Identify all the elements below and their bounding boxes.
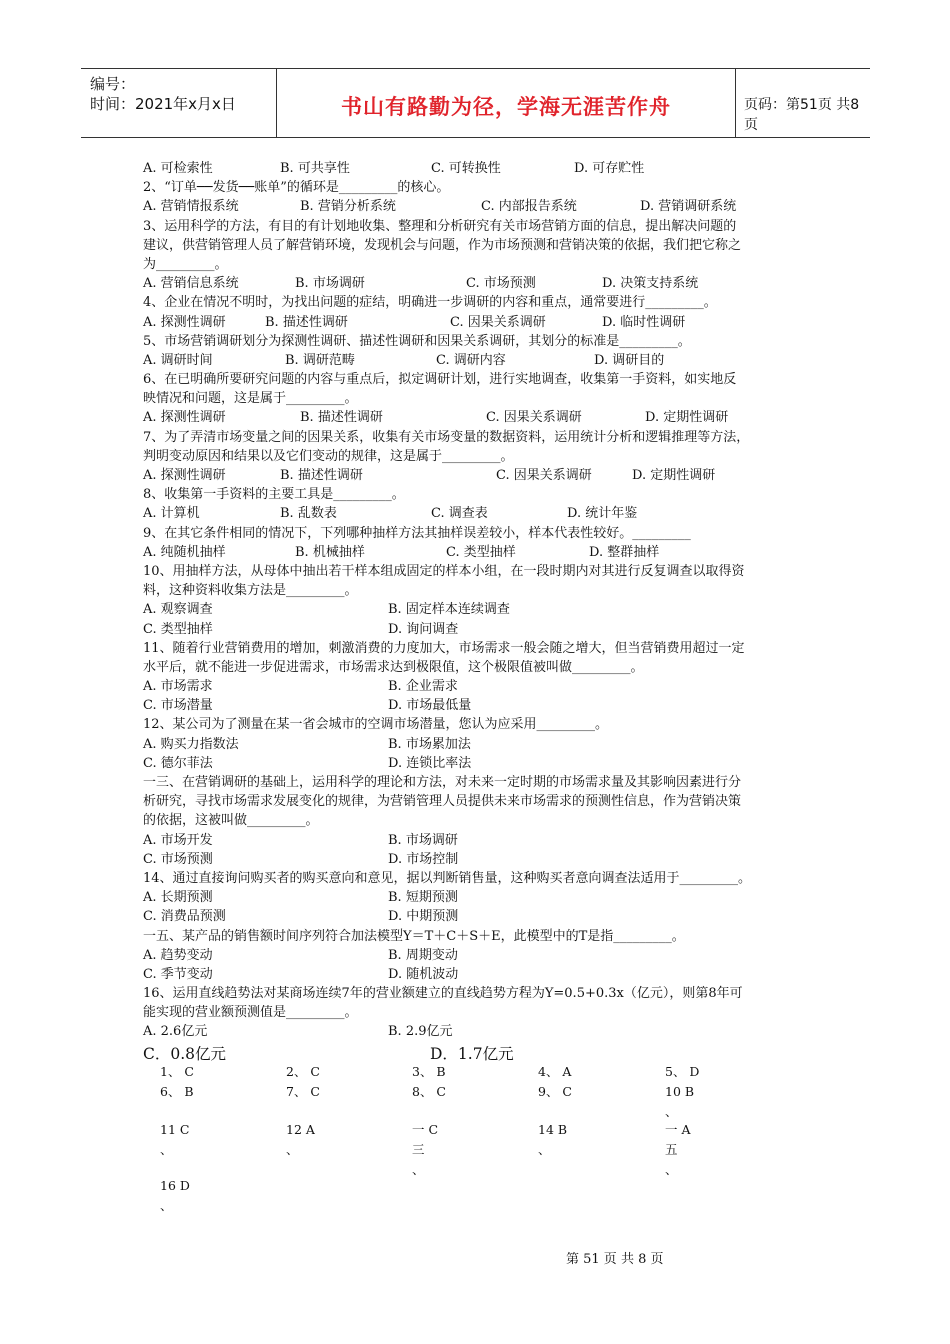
option: C. 因果关系调研	[450, 314, 546, 330]
date-label: 时间：2021年x月x日	[90, 95, 236, 113]
answer-item: 14 B 、	[538, 1122, 568, 1157]
question-text: 14、通过直接询问购买者的购买意向和意见，据以判断销售量，这种购买者意向调查法适用于_________。	[143, 870, 752, 886]
option: A. 营销信息系统	[143, 276, 239, 292]
q11-options-row1	[143, 677, 823, 696]
question-text: 5、市场营销调研划分为探测性调研、描述性调研和因果关系调研，其划分的标准是_________。	[143, 333, 691, 349]
option: A. 营销情报系统	[143, 199, 239, 215]
option: B. 2.9亿元	[388, 1024, 453, 1040]
option: C. 可转换性	[431, 161, 501, 176]
option: D. 定期性调研	[645, 410, 729, 426]
q7-options	[143, 466, 823, 485]
q16-options-row2	[143, 1044, 823, 1065]
option: B. 描述性调研	[300, 410, 383, 426]
option: A. 探测性调研	[143, 410, 226, 426]
option: B. 营销分析系统	[300, 199, 396, 215]
option: C. 消费品预测	[143, 909, 226, 925]
option: C. 市场预测	[143, 851, 213, 867]
option: C. 类型抽样	[143, 621, 213, 637]
option: A. 观察调查	[143, 602, 213, 618]
answer-item: 一 A 五 、	[665, 1122, 691, 1177]
q13-options-row1	[143, 831, 823, 850]
question-text: 料，这种资料收集方法是_________。	[143, 583, 358, 599]
option: B. 描述性调研	[280, 468, 363, 483]
question-text: 能实现的营业额预测值是_________。	[143, 1005, 358, 1021]
option: D. 决策支持系统	[602, 276, 699, 292]
option: C. 季节变动	[143, 966, 213, 982]
option: C. 市场预测	[466, 276, 536, 292]
question-text: 6、在已明确所要研究问题的内容与重点后，拟定调研计划，进行实地调查，收集第一手资料，如实地反	[143, 372, 737, 388]
option: B. 市场累加法	[388, 736, 471, 752]
option: C. 类型抽样	[446, 544, 516, 560]
option: C. 调研内容	[436, 352, 506, 368]
answer-item: 10 B 、	[665, 1084, 695, 1119]
option: B. 市场调研	[388, 832, 458, 848]
option: A. 可检索性	[143, 161, 213, 176]
page-footer: 第 51 页 共 8 页	[566, 1252, 664, 1267]
option: C. 德尔菲法	[143, 755, 213, 771]
option: C. 调查表	[431, 506, 488, 522]
question-text: 映情况和问题，这是属于_________。	[143, 391, 358, 407]
option: B. 调研范畴	[285, 352, 355, 368]
option: A. 长期预测	[143, 890, 213, 906]
q14-options-row2	[143, 907, 823, 926]
option: D. 市场最低量	[388, 698, 472, 714]
option: A. 调研时间	[143, 352, 213, 368]
option: D. 调研目的	[594, 352, 665, 368]
option: C. 市场潜量	[143, 698, 213, 714]
answer-item: 3、 B	[412, 1064, 446, 1079]
q15-options-row1	[143, 946, 823, 965]
answer-item: 5、 D	[665, 1064, 700, 1079]
answer-item: 12 A 、	[286, 1122, 315, 1157]
option: D. 中期预测	[388, 909, 459, 925]
answer-item: 4、 A	[538, 1064, 572, 1079]
question-text: 建议，供营销管理人员了解营销环境，发现机会与问题，作为市场预测和营销决策的依据，我们把它称之	[143, 237, 742, 253]
answer-item: 16 D 、	[160, 1178, 190, 1213]
option: D. 随机波动	[388, 966, 459, 982]
question-text: 4、企业在情况不明时，为找出问题的症结，明确进一步调研的内容和重点，通常要进行_________。	[143, 295, 717, 311]
answer-item: 8、 C	[412, 1084, 446, 1099]
option: A. 趋势变动	[143, 947, 213, 963]
q12-options-row2	[143, 754, 823, 773]
q13-options-row2	[143, 850, 823, 869]
option: B. 机械抽样	[295, 544, 365, 560]
q8-options	[143, 504, 823, 523]
option: B. 乱数表	[280, 506, 337, 522]
question-text: 一三、在营销调研的基础上，运用科学的理论和方法，对未来一定时期的市场需求量及其影响因素进行分	[143, 775, 742, 790]
question-text: 水平后，就不能进一步促进需求，市场需求达到极限值，这个极限值被叫做_________。	[143, 659, 644, 675]
q2-options	[143, 197, 823, 216]
option: D．1.7亿元	[430, 1044, 514, 1063]
q12-options-row1	[143, 735, 823, 754]
option: B. 可共享性	[280, 161, 350, 176]
q11-options-row2	[143, 696, 823, 715]
header-page-cell	[736, 69, 870, 137]
question-text: 16、运用直线趋势法对某商场连续7年的营业额建立的直线趋势方程为Y=0.5+0.3x（亿元），则第8年可	[143, 986, 743, 1002]
option: A. 市场需求	[143, 679, 213, 695]
option: C. 因果关系调研	[496, 468, 592, 483]
option: A. 探测性调研	[143, 314, 226, 330]
option: A. 市场开发	[143, 832, 213, 848]
question-list	[143, 159, 823, 1065]
q6-options	[143, 408, 823, 427]
page-header	[81, 68, 870, 138]
question-text: 的依据，这被叫做_________。	[143, 813, 319, 829]
q10-options-row1	[143, 600, 823, 619]
answer-item: 7、 C	[286, 1084, 320, 1099]
question-text: 判明变动原因和结果以及它们变动的规律，这是属于_________。	[143, 448, 514, 464]
q4-options	[143, 313, 823, 332]
q9-options	[143, 543, 823, 562]
option: D. 整群抽样	[589, 544, 660, 560]
answer-item: 2、 C	[286, 1064, 320, 1079]
option: B. 短期预测	[388, 890, 458, 906]
q3-options	[143, 274, 823, 293]
option: D. 定期性调研	[632, 468, 716, 483]
option: C．0.8亿元	[143, 1044, 227, 1063]
option: A. 计算机	[143, 506, 200, 522]
question-text: 析研究，寻找市场需求发展变化的规律，为营销管理人员提供未来市场需求的预测性信息，作为营销决策	[143, 794, 742, 810]
question-text: 为_________。	[143, 256, 228, 272]
option: C. 内部报告系统	[481, 199, 577, 215]
page-label: 页码：第51页 共8页	[744, 97, 860, 133]
option: D. 临时性调研	[602, 314, 686, 330]
question-text: 11、随着行业营销费用的增加，刺激消费的力度加大，市场需求一般会随之增大，但当营销费用超过一定	[143, 640, 745, 656]
option: D. 营销调研系统	[640, 199, 737, 215]
question-text: 10、用抽样方法，从母体中抽出若干样本组成固定的样本小组，在一段时期内对其进行反复调查以取得资	[143, 563, 745, 579]
q15-options-row2	[143, 965, 823, 984]
option: A. 探测性调研	[143, 468, 226, 483]
q10-options-row2	[143, 620, 823, 639]
q5-options	[143, 351, 823, 370]
question-text: 9、在其它条件相同的情况下，下列哪种抽样方法其抽样误差较小，样本代表性较好。_________	[143, 525, 691, 541]
option: B. 企业需求	[388, 679, 458, 695]
option: B. 市场调研	[295, 276, 365, 292]
question-text: 7、为了弄清市场变量之间的因果关系，收集有关市场变量的数据资料，运用统计分析和逻辑推理等方法，	[143, 429, 750, 445]
option: B. 固定样本连续调查	[388, 602, 510, 618]
option: D. 可存贮性	[574, 161, 645, 176]
option: B. 描述性调研	[265, 314, 348, 330]
answer-item: 11 C 、	[160, 1122, 190, 1157]
option: D. 市场控制	[388, 851, 459, 867]
answer-item: 一 C 三 、	[412, 1122, 439, 1177]
option: A. 纯随机抽样	[143, 544, 226, 560]
option: D. 统计年鉴	[567, 506, 638, 522]
question-text: 12、某公司为了测量在某一省会城市的空调市场潜量，您认为应采用_________。	[143, 717, 609, 733]
answer-item: 1、 C	[160, 1064, 194, 1079]
option: B. 周期变动	[388, 947, 458, 963]
q14-options-row1	[143, 888, 823, 907]
q1-options	[143, 159, 823, 178]
option: A. 2.6亿元	[143, 1024, 208, 1040]
question-text: 2、“订单──发货──账单”的循环是_________的核心。	[143, 180, 450, 196]
motto: 书山有路勤为径，学海无涯苦作舟	[341, 95, 671, 119]
question-text: 一五、某产品的销售额时间序列符合加法模型Y＝T＋C＋S＋E，此模型中的T是指_________。	[143, 928, 685, 944]
option: D. 连锁比率法	[388, 755, 472, 771]
number-label: 编号：	[90, 75, 136, 93]
question-text: 8、收集第一手资料的主要工具是_________。	[143, 487, 405, 503]
answer-item: 6、 B	[160, 1084, 194, 1099]
q16-options-row1	[143, 1022, 823, 1041]
answer-item: 9、 C	[538, 1084, 572, 1099]
header-motto-cell	[277, 69, 736, 137]
option: C. 因果关系调研	[486, 410, 582, 426]
option: D. 询问调查	[388, 621, 459, 637]
option: A. 购买力指数法	[143, 736, 239, 752]
header-meta-cell	[81, 69, 277, 137]
question-text: 3、运用科学的方法，有目的有计划地收集、整理和分析研究有关市场营销方面的信息，提出解决问题的	[143, 218, 737, 234]
